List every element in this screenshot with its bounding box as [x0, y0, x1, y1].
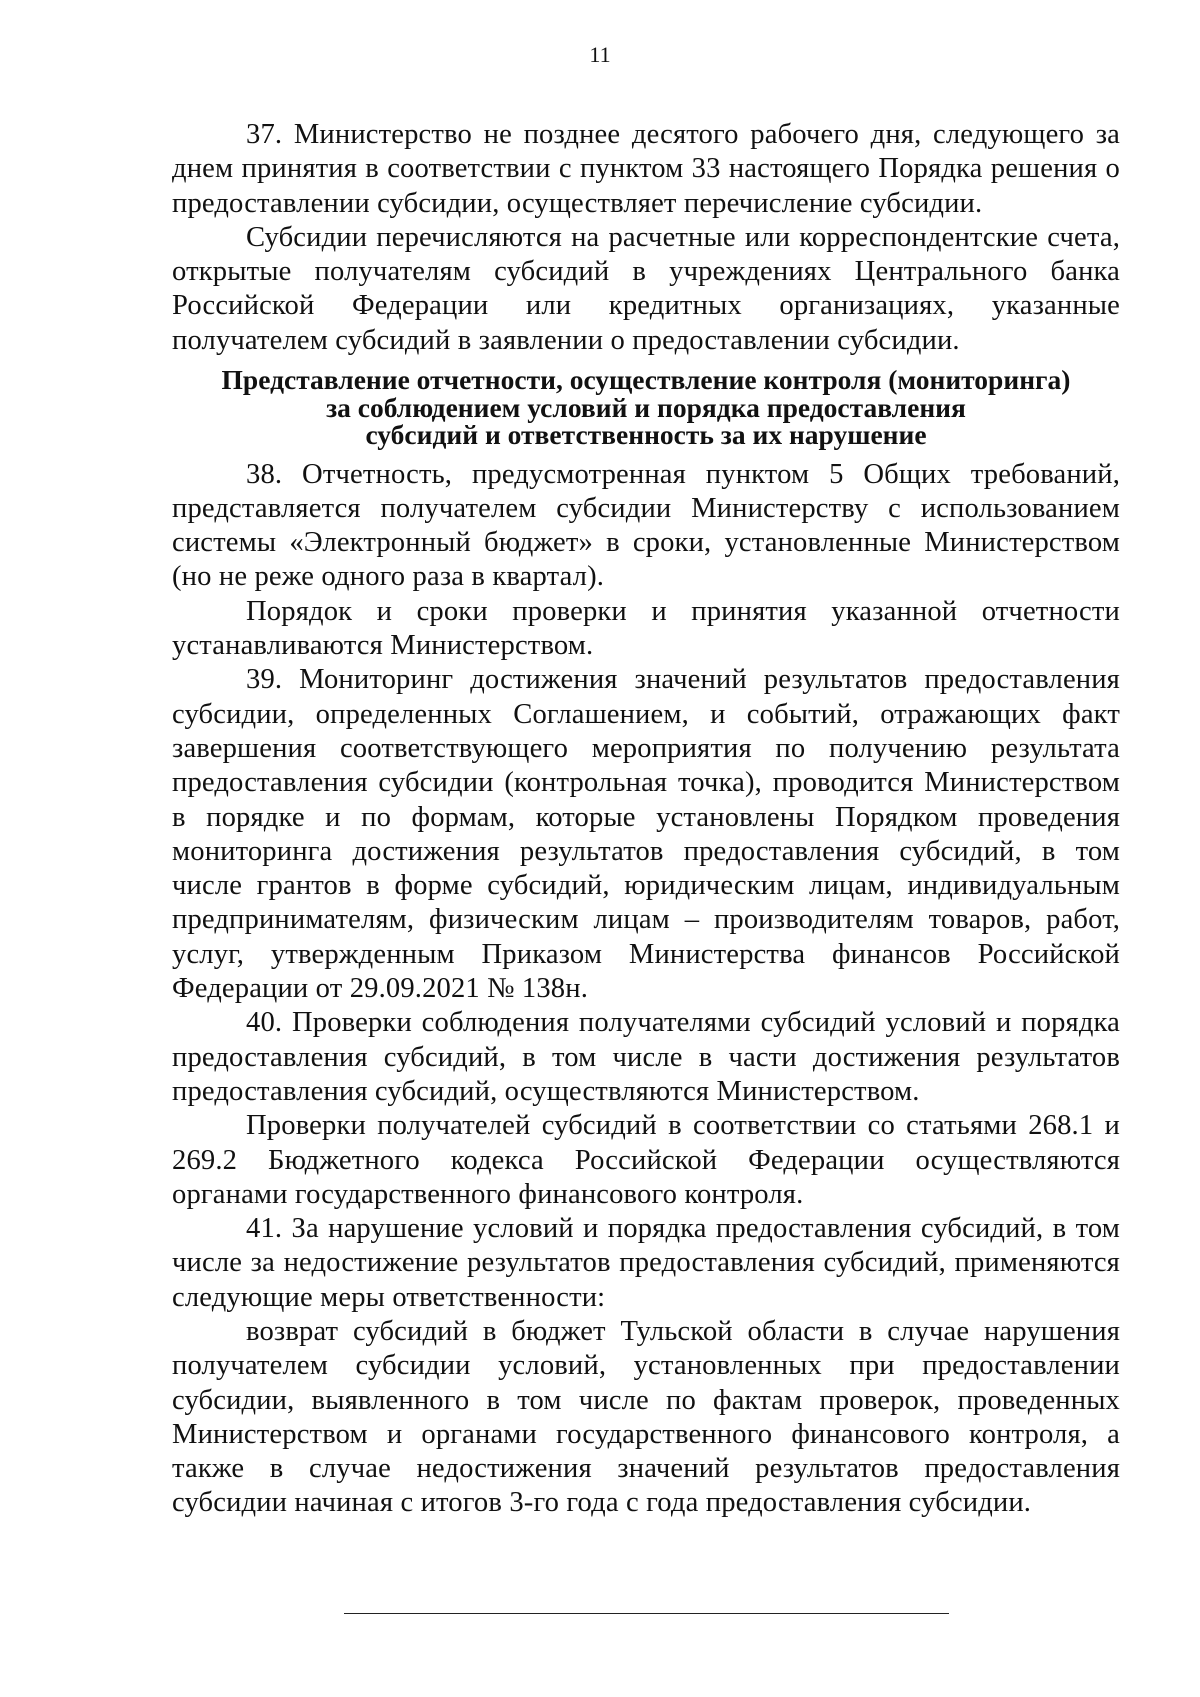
document-body [172, 118, 1120, 1521]
paragraph-40: 40. Проверки соблюдения получателями субсидий условий и порядка предоставления субсидий, в том числе в части достижения результатов предоставления субсидий, осуществляются Министерством. [172, 1007, 1120, 1107]
page-number: 11 [589, 42, 611, 67]
paragraph-41-refund-measure: возврат субсидий в бюджет Тульской области в случае нарушения получателем субсидии условий, установленных при предоставлении субсидии, выявленного в том числе по фактам проверок, проведенных Министерством и органами государственного финансового контроля, а также в случае недостижения значений результатов предоставления субсидии начиная с итогов 3-го года с года предоставления субсидии. [172, 1316, 1120, 1519]
paragraph-41: 41. За нарушение условий и порядка предоставления субсидий, в том числе за недостижение результатов предоставления субсидий, применяются следующие меры ответственности: [172, 1213, 1120, 1313]
section-heading-line-1: Представление отчетности, осуществление контроля (мониторинга) [221, 364, 1071, 396]
paragraph-39: 39. Мониторинг достижения значений результатов предоставления субсидии, определенных Соглашением, и событий, отражающих факт завершения соответствующего мероприятия по получению результата предоставления субсидии (контрольная точка), проводится Министерством в порядке и по формам, которые установлены Порядком проведения мониторинга достижения результатов предоставления субсидий, в том числе грантов в форме субсидий, юридическим лицам, индивидуальным предпринимателям, физическим лицам – производителям товаров, работ, услуг, утвержденным Приказом Министерства финансов Российской Федерации от 29.09.2021 № 138н. [172, 664, 1120, 1005]
paragraph-37: 37. Министерство не позднее десятого рабочего дня, следующего за днем принятия в соответствии с пунктом 33 настоящего Порядка решения о предоставлении субсидии, осуществляет перечисление субсидии. [172, 119, 1120, 219]
paragraph-40-financial-control: Проверки получателей субсидий в соответствии со статьями 268.1 и 269.2 Бюджетного кодекса Российской Федерации осуществляются органами государственного финансового контроля. [172, 1110, 1120, 1210]
section-heading [172, 366, 1120, 449]
paragraph-38: 38. Отчетность, предусмотренная пунктом 5 Общих требований, представляется получателем субсидии Министерству с использованием системы «Электронный бюджет» в сроки, установленные Министерством (но не реже одного раза в квартал). [172, 458, 1120, 593]
section-heading-line-3: субсидий и ответственность за их нарушение [365, 419, 927, 451]
section-heading-line-2: за соблюдением условий и порядка предоставления [326, 391, 966, 423]
paragraph-37-transfer-accounts: Субсидии перечисляются на расчетные или корреспондентские счета, открытые получателям субсидий в учреждениях Центрального банка Российской Федерации или кредитных организациях, указанные получателем субсидий в заявлении о предоставлении субсидии. [172, 221, 1120, 356]
end-divider-line [344, 1613, 949, 1614]
paragraph-38-review-procedure: Порядок и сроки проверки и принятия указанной отчетности устанавливаются Министерством. [172, 595, 1120, 662]
